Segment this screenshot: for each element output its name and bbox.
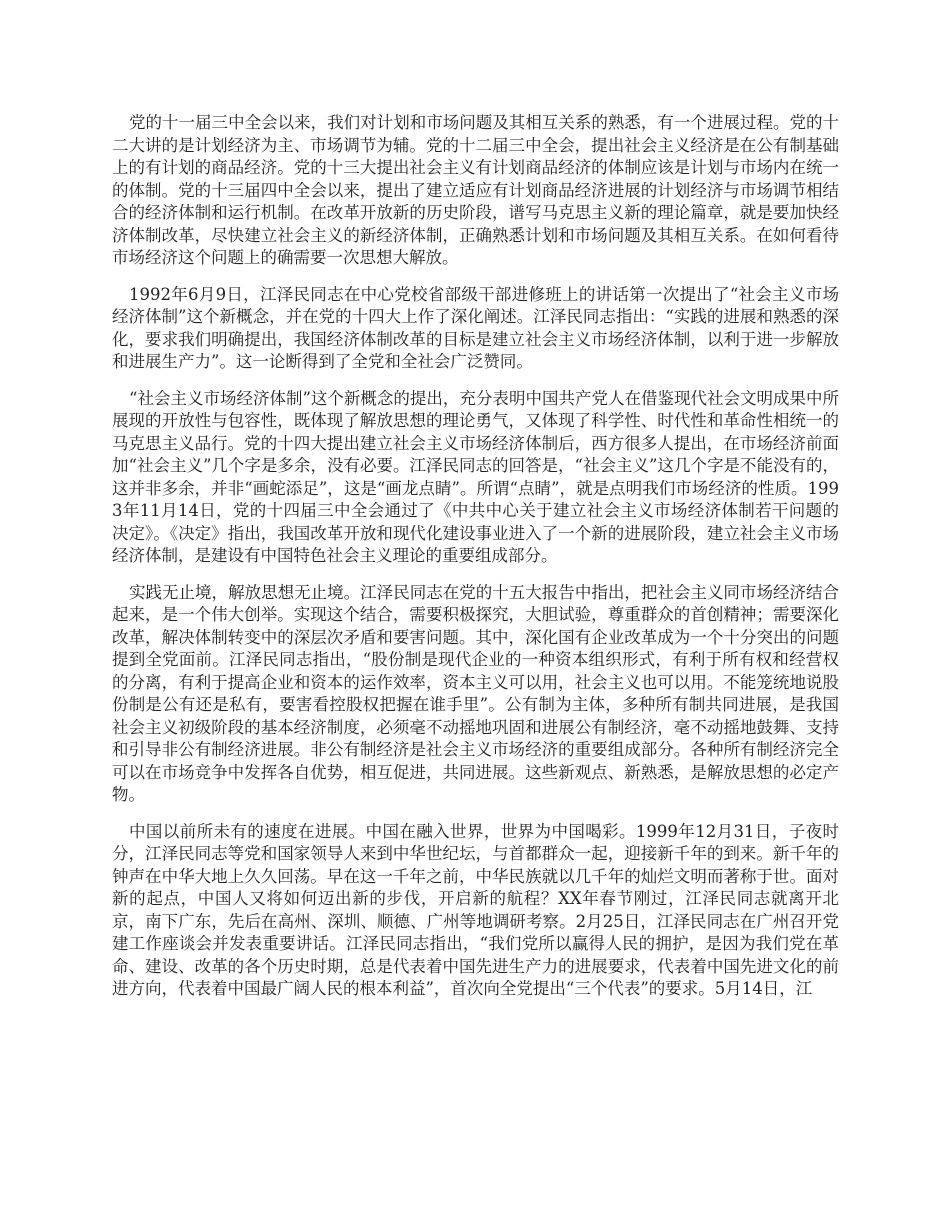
paragraph: 党的十一届三中全会以来，我们对计划和市场问题及其相互关系的熟悉，有一个进展过程。党的十二大讲的是计划经济为主、市场调节为辅。党的十二届三中全会，提出社会主义经济是在公有制基础上的有计划的商品经济。党的十三大提出社会主义有计划商品经济的体制应该是计划与市场内在统一的体制。党的十三届四中全会以来，提出了建立适应有计划商品经济进展的计划经济与市场调节相结合的经济体制和运行机制。在改革开放新的历史阶段，谱写马克思主义新的理论篇章，就是要加快经济体制改革，尽快建立社会主义的新经济体制，正确熟悉计划和市场问题及其相互关系。在如何看待市场经济这个问题上的确需要一次思想大解放。: [112, 113, 839, 267]
paragraph: “社会主义市场经济体制”这个新概念的提出，充分表明中国共产党人在借鉴现代社会文明成果中所展现的开放性与包容性，既体现了解放思想的理论勇气，又体现了科学性、时代性和革命性相统一的马克思主义品行。党的十四大提出建立社会主义市场经济体制后，西方很多人提出，在市场经济前面加“社会主义”几个字是多余，没有必要。江泽民同志的回答是，“社会主义”这几个字是不能没有的，这并非多余，并非“画蛇添足”，这是“画龙点睛”。所谓“点睛”，就是点明我们市场经济的性质。1993年11月14日，党的十四届三中全会通过了《中共中心关于建立社会主义市场经济体制若干问题的决定》。《决定》指出，我国改革开放和现代化建设事业进入了一个新的进展阶段，建立社会主义市场经济体制，是建设有中国特色社会主义理论的重要组成部分。: [112, 388, 839, 565]
paragraph: 实践无止境，解放思想无止境。江泽民同志在党的十五大报告中指出，把社会主义同市场经济结合起来，是一个伟大创举。实现这个结合，需要积极探究，大胆试验，尊重群众的首创精神；需要深化改革，解决体制转变中的深层次矛盾和要害问题。其中，深化国有企业改革成为一个十分突出的问题提到全党面前。江泽民同志指出，“股份制是现代企业的一种资本组织形式，有利于所有权和经营权的分离，有利于提高企业和资本的运作效率，资本主义可以用，社会主义也可以用。不能笼统地说股份制是公有还是私有，要害看控股权把握在谁手里”。公有制为主体，多种所有制共同进展，是我国社会主义初级阶段的基本经济制度，必须毫不动摇地巩固和进展公有制经济，毫不动摇地鼓舞、支持和引导非公有制经济进展。非公有制经济是社会主义市场经济的重要组成部分。各种所有制经济完全可以在市场竞争中发挥各自优势，相互促进，共同进展。这些新观点、新熟悉，是解放思想的必定产物。: [112, 582, 839, 804]
document-page: [112, 112, 839, 1015]
paragraph: 1992年6月9日，江泽民同志在中心党校省部级干部进修班上的讲话第一次提出了“社会主义市场经济体制”这个新概念，并在党的十四大上作了深化阐述。江泽民同志指出：“实践的进展和熟悉的深化，要求我们明确提出，我国经济体制改革的目标是建立社会主义市场经济体制，以利于进一步解放和进展生产力”。这一论断得到了全党和全社会广泛赞同。: [112, 284, 839, 371]
paragraph: 中国以前所未有的速度在进展。中国在融入世界，世界为中国喝彩。1999年12月31日，子夜时分，江泽民同志等党和国家领导人来到中华世纪坛，与首都群众一起，迎接新千年的到来。新千年的钟声在中华大地上久久回荡。早在这一千年之前，中华民族就以几千年的灿烂文明而著称于世。面对新的起点，中国人又将如何迈出新的步伐，开启新的航程？XX年春节刚过，江泽民同志就离开北京，南下广东，先后在高州、深圳、顺德、广州等地调研考察。2月25日，江泽民同志在广州召开党建工作座谈会并发表重要讲话。江泽民同志指出，“我们党所以赢得人民的拥护，是因为我们党在革命、建设、改革的各个历史时期，总是代表着中国先进生产力的进展要求，代表着中国先进文化的前进方向，代表着中国最广阔人民的根本利益”，首次向全党提出“三个代表”的要求。5月14日，江: [112, 821, 839, 998]
